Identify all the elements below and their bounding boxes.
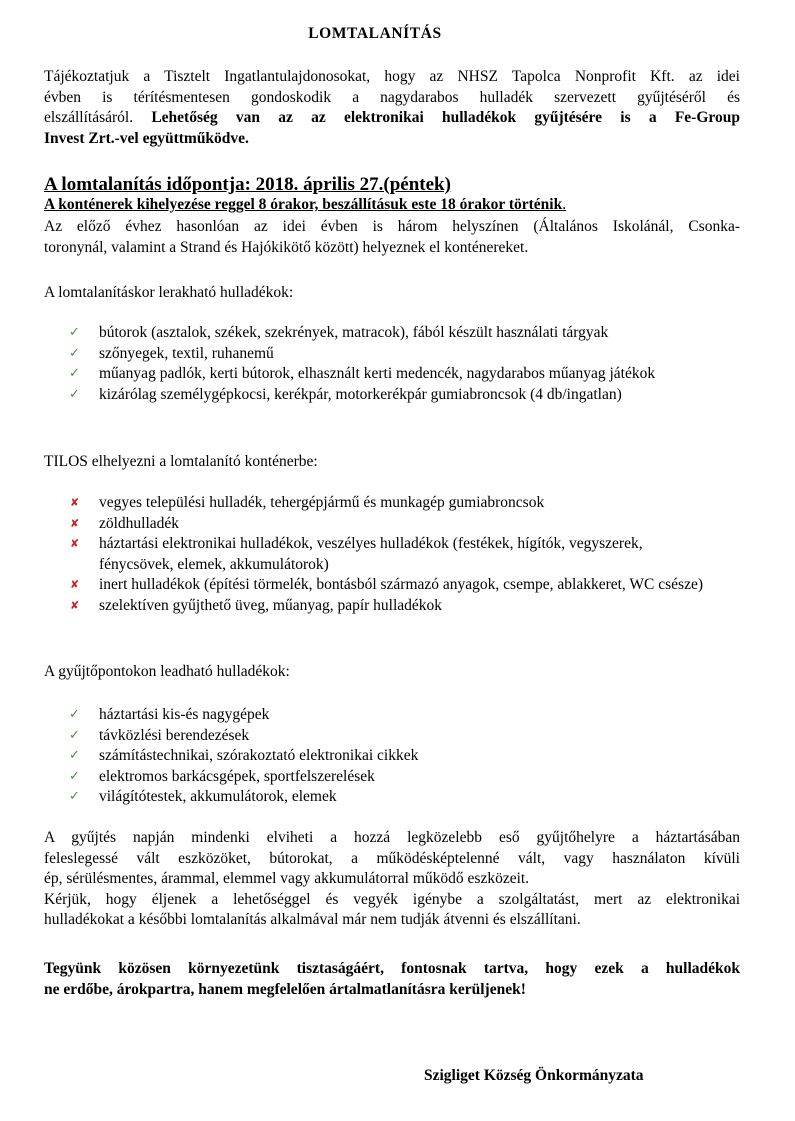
collection-list-item (66, 746, 746, 767)
cross-icon: ✘ (70, 516, 80, 530)
checkmark-icon: ✓ (69, 727, 80, 743)
forbidden-list (66, 493, 746, 616)
forbidden-list-item (66, 596, 746, 617)
forbidden-list-item (66, 534, 659, 575)
forbidden-list-item (66, 514, 746, 535)
forbidden-item-text: inert hulladékok (építési törmelék, bontásból származó anyagok, csempe, ablakkeret, WC csésze) (99, 576, 703, 593)
intro-line: Tájékoztatjuk a Tisztelt Ingatlantulajdonosokat, hogy az NHSZ Tapolca Nonprofit Kft. az idei (44, 68, 740, 85)
allowed-item-text: kizárólag személygépkocsi, kerékpár, motorkerékpár gumiabroncsok (4 db/ingatlan) (99, 385, 622, 403)
collection-item-text: háztartási kis-és nagygépek (99, 706, 270, 723)
allowed-list-item (66, 323, 746, 344)
intro-paragraph (44, 67, 740, 149)
forbidden-heading: TILOS elhelyezni a lomtalanító konténerbe: (44, 453, 318, 470)
closing-line: ép, sérülésmentes, árammal, elemmel vagy akkumulátorral működő eszközeit. (44, 870, 530, 887)
date-heading: A lomtalanítás időpontja: 2018. április 27.(péntek) (44, 174, 451, 195)
signature: Szigliget Község Önkormányzata (424, 1067, 644, 1084)
container-schedule-text: A konténerek kihelyezése reggel 8 órakor, beszállításuk este 18 órakor történik (44, 196, 563, 213)
locations-paragraph (44, 217, 740, 258)
checkmark-icon: ✓ (69, 345, 80, 361)
allowed-item-text: szőnyegek, textil, ruhanemű (99, 344, 274, 362)
allowed-list-item (66, 364, 714, 385)
checkmark-icon: ✓ (69, 386, 80, 402)
page-title: LOMTALANÍTÁS (308, 25, 442, 42)
checkmark-icon: ✓ (69, 768, 80, 784)
appeal-line: ne erdőbe, árokpartra, hanem megfelelően ártalmatlanításra kerüljenek! (44, 980, 526, 998)
closing-paragraph (44, 828, 740, 931)
closing-line: hulladékokat a későbbi lomtalanítás alkalmával már nem tudják átvenni és elszállítani. (44, 911, 581, 928)
checkmark-icon: ✓ (69, 707, 80, 722)
intro-line (44, 108, 740, 129)
closing-line: A gyűjtés napján mindenki elviheti a hozzá legközelebb eső gyűjtőhelyre a háztartásában (44, 829, 740, 846)
forbidden-list-item (66, 575, 759, 596)
allowed-item-text: műanyag padlók, kerti bútorok, elhasznált kerti medencék, nagydarabos műanyag játékok (99, 365, 656, 382)
collection-item-text: világítótestek, akkumulátorok, elemek (99, 788, 337, 805)
checkmark-icon: ✓ (69, 366, 80, 381)
cross-icon: ✘ (70, 496, 80, 509)
allowed-list-item (66, 385, 746, 406)
collection-item-text: távközlési berendezések (99, 726, 250, 744)
collection-list-item (66, 705, 746, 726)
allowed-item-text: bútorok (asztalok, székek, szekrények, matracok), fából készült használati tárgyak (99, 324, 609, 341)
container-schedule-period: . (562, 196, 567, 213)
collection-item-text: számítástechnikai, szórakoztató elektronikai cikkek (99, 747, 419, 764)
intro-line: évben is térítésmentesen gondoskodik a nagydarabos hulladék szervezett gyűjtéséről és (44, 88, 740, 106)
collection-item-text: elektromos barkácsgépek, sportfelszerelések (99, 767, 375, 785)
allowed-list (66, 323, 746, 405)
collection-list-item (66, 726, 746, 747)
collection-heading: A gyűjtőpontokon leadható hulladékok: (44, 663, 290, 680)
cross-icon: ✘ (70, 578, 80, 591)
checkmark-icon: ✓ (69, 789, 80, 804)
intro-bold-text: Lehetőség van az az elektronikai hulladékok gyűjtésére is a Fe-Group (151, 109, 740, 126)
intro-bold-line: Invest Zrt.-vel együttműködve. (44, 129, 249, 147)
forbidden-item-text: zöldhulladék (99, 514, 180, 532)
collection-list (66, 705, 746, 808)
locations-line: toronynál, valamint a Strand és Hajókikötő között) helyeznek el konténereket. (44, 238, 529, 256)
checkmark-icon: ✓ (69, 325, 80, 340)
forbidden-item-text: háztartási elektronikai hulladékok, veszélyes hulladékok (festékek, hígítók, vegyszerek, fénycsövek, elemek, akkumulátorok) (99, 535, 643, 573)
appeal-line: Tegyünk közösen környezetünk tisztaságáért, fontosnak tartva, hogy ezek a hulladékok (44, 960, 740, 977)
collection-list-item (66, 787, 746, 808)
checkmark-icon: ✓ (69, 748, 80, 763)
collection-list-item (66, 767, 746, 788)
appeal-paragraph (44, 959, 740, 1000)
forbidden-item-text: vegyes települési hulladék, tehergépjármű és munkagép gumiabroncsok (99, 494, 545, 511)
forbidden-list-item (66, 493, 746, 514)
closing-line: feleslegessé vált eszközöket, bútorokat, a működésképtelenné vált, vagy használaton kívüli (44, 849, 740, 867)
intro-text: elszállításáról. (44, 109, 152, 126)
allowed-list-item (66, 344, 746, 365)
locations-line: Az előző évhez hasonlóan az idei évben is három helyszínen (Általános Iskolánál, Csonka- (44, 218, 740, 235)
allowed-heading: A lomtalanításkor lerakható hulladékok: (44, 284, 294, 301)
container-schedule (44, 196, 566, 214)
forbidden-item-text: szelektíven gyűjthető üveg, műanyag, papír hulladékok (99, 596, 443, 614)
cross-icon: ✘ (70, 537, 80, 550)
cross-icon: ✘ (70, 598, 80, 612)
closing-line: Kérjük, hogy éljenek a lehetőséggel és vegyék igénybe a szolgáltatást, mert az elektronikai (44, 890, 740, 908)
